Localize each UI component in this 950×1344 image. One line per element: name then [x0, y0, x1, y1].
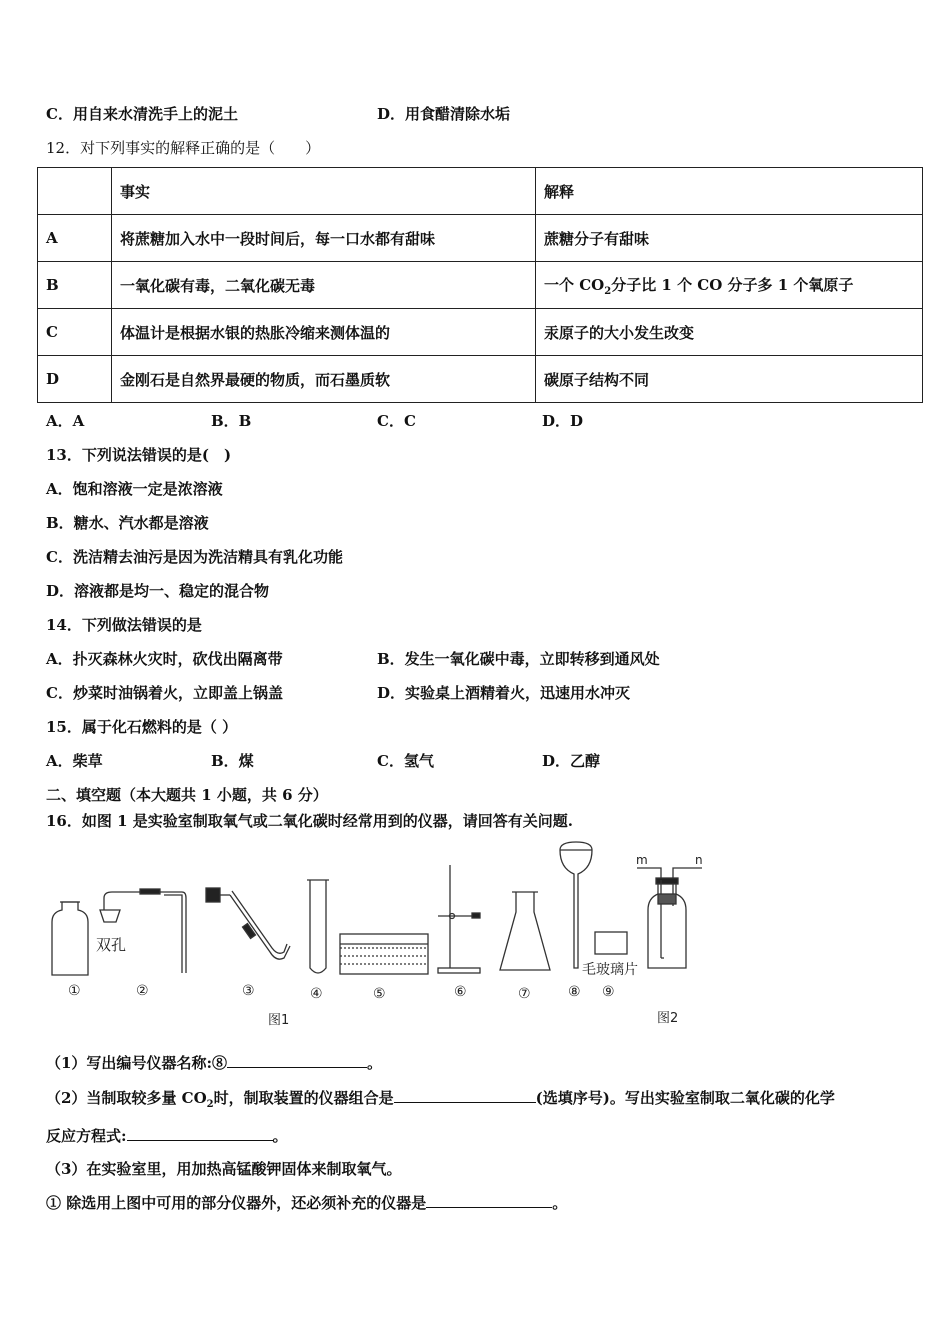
table-row: [38, 262, 923, 309]
water-trough-icon: [340, 934, 428, 974]
part2-line2-post: 。: [272, 1127, 288, 1145]
row-explain: 碳原子结构不同: [536, 356, 923, 403]
conical-flask-icon: [500, 892, 550, 970]
answer-blank[interactable]: [426, 1193, 552, 1208]
label-n: n: [695, 853, 703, 867]
q16-stem: 16．如图 1 是实验室制取氧气或二氧化碳时经常用到的仪器，请回答有关问题.: [46, 812, 573, 830]
q12-option-a: A．A: [46, 412, 85, 430]
figure-number: ⑨: [602, 984, 615, 1000]
part2-post: (选填序号)。写出实验室制取二氧化碳的化学: [535, 1089, 835, 1107]
row-label: C: [38, 309, 112, 356]
bottle-icon: [52, 902, 88, 975]
answer-blank[interactable]: [127, 1126, 273, 1141]
q11-option-c: C．用自来水清洗手上的泥土: [46, 105, 238, 123]
label-shuangkong: 双孔: [96, 936, 127, 954]
q12-option-b: B．B: [211, 412, 252, 430]
iron-stand-icon: [438, 865, 480, 973]
figure-number: ⑥: [454, 984, 467, 1000]
q13-option-c: C．洗洁精去油污是因为洗洁精具有乳化功能: [46, 548, 343, 566]
row-fact: 体温计是根据水银的热胀冷缩来测体温的: [112, 309, 536, 356]
row-fact: 一氧化碳有毒，二氧化碳无毒: [112, 262, 536, 309]
q15-stem: 15．属于化石燃料的是（ ）: [46, 718, 238, 736]
stopper-bent-tube-icon: [206, 888, 290, 959]
figure-number: ⑦: [518, 986, 531, 1002]
explain-pre: 一个 CO: [544, 275, 605, 294]
q16-part1: [46, 1052, 382, 1073]
q13-stem: 13．下列说法错误的是( ): [46, 446, 232, 464]
q12-stem: 12．对下列事实的解释正确的是（ ）: [46, 139, 321, 157]
table-row: [38, 215, 923, 262]
figure-number: ②: [136, 983, 149, 999]
label-m: m: [636, 853, 648, 867]
q15-option-a: A．柴草: [46, 752, 103, 770]
q16-part3: （3）在实验室里，用加热高锰酸钾固体来制取氧气。: [46, 1160, 402, 1178]
answer-blank[interactable]: [227, 1053, 367, 1068]
q12-table: [37, 167, 923, 403]
q13-option-b: B．糖水、汽水都是溶液: [46, 514, 209, 532]
two-hole-stopper-icon: [100, 889, 186, 973]
row-label: D: [38, 356, 112, 403]
test-tube-icon: [307, 880, 329, 973]
part1-pre: （1）写出编号仪器名称:⑧: [46, 1054, 227, 1072]
part2-mid: 时，制取装置的仪器组合是: [213, 1089, 394, 1107]
table-header-row: [38, 168, 923, 215]
table-row: [38, 356, 923, 403]
table-header-explain: 解释: [536, 168, 923, 215]
q15-option-d: D．乙醇: [542, 752, 601, 770]
figure-number: ④: [310, 986, 323, 1002]
part1-post: 。: [366, 1054, 382, 1072]
section-heading: 二、填空题（本大题共 1 小题，共 6 分）: [46, 786, 328, 804]
row-label: A: [38, 215, 112, 262]
row-label: B: [38, 262, 112, 309]
q12-option-c: C．C: [377, 412, 416, 430]
q13-option-d: D．溶液都是均一、稳定的混合物: [46, 582, 270, 600]
part2-line2: 反应方程式:: [46, 1127, 127, 1145]
figure-number: ⑤: [373, 986, 386, 1002]
q16-part2-line2: [46, 1125, 288, 1146]
row-fact: 金刚石是自然界最硬的物质，而石墨质软: [112, 356, 536, 403]
q14-stem: 14．下列做法错误的是: [46, 616, 202, 634]
row-fact: 将蔗糖加入水中一段时间后，每一口水都有甜味: [112, 215, 536, 262]
q16-part3-1: [46, 1192, 567, 1213]
q15-option-c: C．氢气: [377, 752, 434, 770]
q14-option-a: A．扑灭森林火灾时，砍伐出隔离带: [46, 650, 283, 668]
part2-pre: （2）当制取较多量 CO: [46, 1089, 207, 1107]
q14-option-b: B．发生一氧化碳中毒，立即转移到通风处: [377, 650, 660, 668]
apparatus-figure: [40, 840, 720, 1035]
row-explain: 蔗糖分子有甜味: [536, 215, 923, 262]
q16-part2: [46, 1087, 835, 1110]
q12-option-d: D．D: [542, 412, 584, 430]
answer-blank[interactable]: [394, 1088, 536, 1103]
glass-slide-icon: [595, 932, 627, 954]
figure-number: ⑧: [568, 984, 581, 1000]
part2-sub: 2: [206, 1099, 214, 1110]
gas-washing-bottle-icon: [637, 868, 702, 968]
figure-number: ③: [242, 983, 255, 999]
figure-caption-2: 图2: [657, 1011, 679, 1026]
label-glass-slide: 毛玻璃片: [582, 962, 638, 978]
q15-option-b: B．煤: [211, 752, 254, 770]
row-explain: 汞原子的大小发生改变: [536, 309, 923, 356]
figure-number: ①: [68, 983, 81, 999]
q11-option-d: D．用食醋清除水垢: [377, 105, 511, 123]
part3-1-post: 。: [552, 1194, 568, 1212]
table-row: [38, 309, 923, 356]
q14-option-d: D．实验桌上酒精着火，迅速用水冲灭: [377, 684, 631, 702]
explain-sub: 2: [604, 285, 612, 297]
q13-option-a: A．饱和溶液一定是浓溶液: [46, 480, 223, 498]
figure-caption-1: 图1: [268, 1013, 290, 1028]
table-header-fact: 事实: [112, 168, 536, 215]
part3-1-pre: ① 除选用上图中可用的部分仪器外，还必须补充的仪器是: [46, 1194, 427, 1212]
table-cell: [38, 168, 112, 215]
explain-post: 分子比 1 个 CO 分子多 1 个氧原子: [611, 275, 854, 294]
row-explain: [536, 262, 923, 309]
thistle-funnel-icon: [560, 842, 592, 968]
q14-option-c: C．炒菜时油锅着火，立即盖上锅盖: [46, 684, 283, 702]
